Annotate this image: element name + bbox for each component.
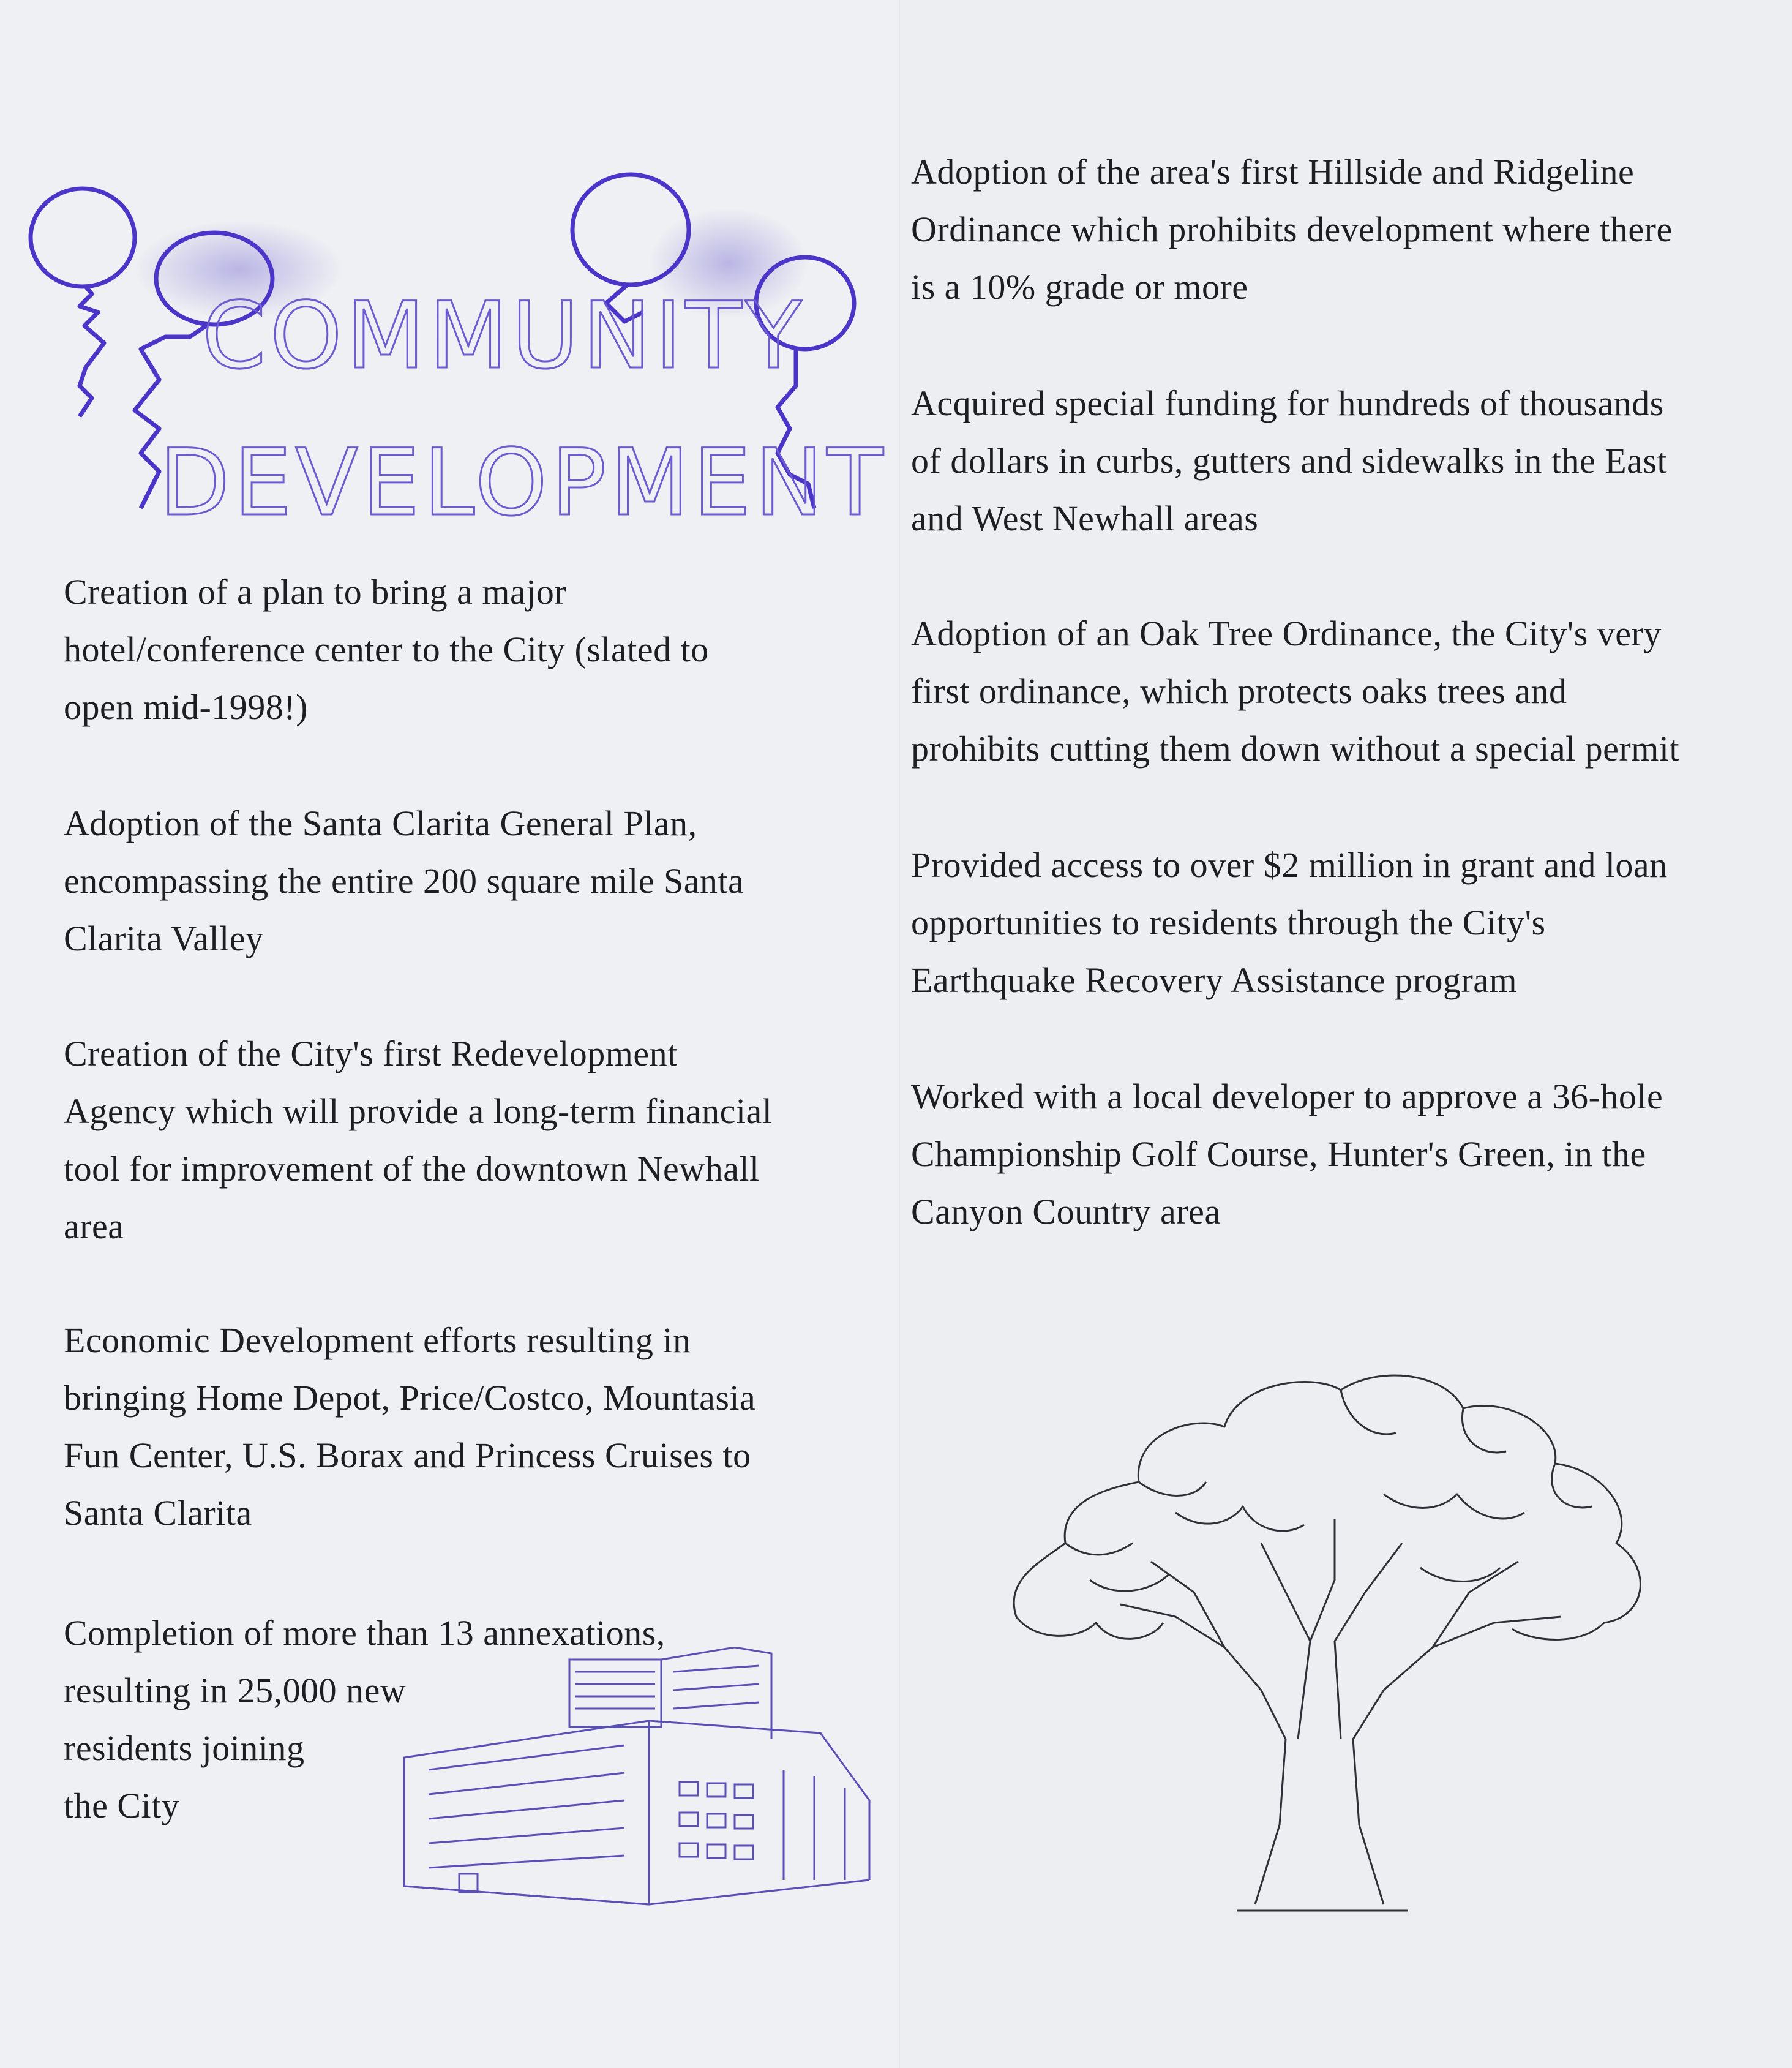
title-line2: DEVELOPMENT [159,430,887,536]
left-paragraph-4: Economic Development efforts resulting in bringing Home Depot, Price/Costco, Mountasia Fun Center, U.S. Borax and Princess Cruises to Santa Clarita [64,1320,756,1533]
oak-tree-icon [992,1359,1665,1935]
right-paragraph-3: Adoption of an Oak Tree Ordinance, the City's very first ordinance, which protects oaks trees and prohibits cutting them down without a special permit [911,614,1680,769]
right-paragraph-2: Acquired special funding for hundreds of thousands of dollars in curbs, gutters and sidewalks in the East and West Newhall areas [911,383,1668,538]
right-paragraph-1: Adoption of the area's first Hillside and Ridgeline Ordinance which prohibits development where there is a 10% grade or more [911,152,1673,307]
left-paragraph-3: Creation of the City's first Redevelopment Agency which will provide a long-term financial tool for improvement of the downtown Newhall area [64,1034,773,1246]
building-icon [392,1647,875,1923]
title-line1: COMMUNITY [202,283,806,389]
left-paragraph-2: Adoption of the Santa Clarita General Plan, encompassing the entire 200 square mile Santa Clarita Valley [64,803,744,958]
right-paragraph-4: Provided access to over $2 million in grant and loan opportunities to residents through the City's Earthquake Recovery Assistance program [911,845,1668,1000]
fold-divider [899,0,900,2068]
left-paragraph-1: Creation of a plan to bring a major hotel/conference center to the City (slated to open mid-1998!) [64,572,709,727]
title-art [18,165,888,545]
right-paragraph-5: Worked with a local developer to approve a 36-hole Championship Golf Course, Hunter's Green, in the Canyon Country area [911,1077,1663,1231]
left-paragraph-5: Completion of more than 13 annexations, resulting in 25,000 new residents joining the City [64,1613,665,1825]
